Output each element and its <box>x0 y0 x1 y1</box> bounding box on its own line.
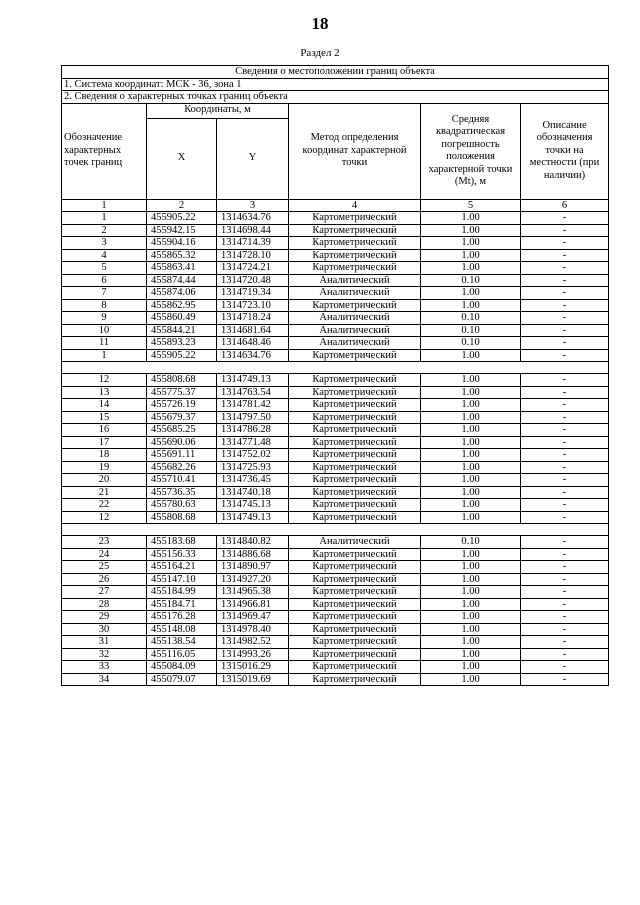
table-row <box>62 312 609 325</box>
coord-x: 455084.09 <box>147 661 217 674</box>
table-row <box>62 374 609 387</box>
header-row-1 <box>62 103 609 118</box>
description: - <box>521 374 609 387</box>
header-y: Y <box>217 118 289 199</box>
coord-y: 1314681.64 <box>217 324 289 337</box>
table-row <box>62 424 609 437</box>
coord-x: 455905.22 <box>147 349 217 362</box>
error: 1.00 <box>421 374 521 387</box>
method: Картометрический <box>289 511 421 524</box>
table-row <box>62 436 609 449</box>
coord-y: 1314745.13 <box>217 499 289 512</box>
error: 1.00 <box>421 411 521 424</box>
coord-y: 1314886.68 <box>217 548 289 561</box>
table-row <box>62 598 609 611</box>
method: Картометрический <box>289 648 421 661</box>
error: 1.00 <box>421 449 521 462</box>
coord-y: 1314740.18 <box>217 486 289 499</box>
error: 1.00 <box>421 436 521 449</box>
point-id: 25 <box>62 561 147 574</box>
coord-y: 1314966.81 <box>217 598 289 611</box>
point-id: 7 <box>62 287 147 300</box>
description: - <box>521 436 609 449</box>
method: Картометрический <box>289 374 421 387</box>
col-number: 6 <box>521 199 609 212</box>
point-id: 10 <box>62 324 147 337</box>
coord-x: 455736.35 <box>147 486 217 499</box>
point-id: 31 <box>62 636 147 649</box>
method: Аналитический <box>289 337 421 350</box>
error: 0.10 <box>421 324 521 337</box>
method: Аналитический <box>289 536 421 549</box>
error: 1.00 <box>421 573 521 586</box>
method: Картометрический <box>289 262 421 275</box>
method: Аналитический <box>289 274 421 287</box>
boundary-points-table <box>61 65 609 686</box>
error: 1.00 <box>421 548 521 561</box>
coord-x: 455691.11 <box>147 449 217 462</box>
error: 1.00 <box>421 424 521 437</box>
table-row <box>62 212 609 225</box>
coord-x: 455116.05 <box>147 648 217 661</box>
method: Картометрический <box>289 399 421 412</box>
description: - <box>521 312 609 325</box>
error: 1.00 <box>421 212 521 225</box>
description: - <box>521 598 609 611</box>
coord-x: 455710.41 <box>147 474 217 487</box>
points-heading: 2. Сведения о характерных точках границ объекта <box>62 91 609 104</box>
description: - <box>521 249 609 262</box>
description: - <box>521 548 609 561</box>
description: - <box>521 486 609 499</box>
col-number: 2 <box>147 199 217 212</box>
coord-y: 1314965.38 <box>217 586 289 599</box>
method: Картометрический <box>289 611 421 624</box>
method: Картометрический <box>289 586 421 599</box>
error: 1.00 <box>421 598 521 611</box>
coord-x: 455682.26 <box>147 461 217 474</box>
coord-x: 455726.19 <box>147 399 217 412</box>
description: - <box>521 561 609 574</box>
point-id: 26 <box>62 573 147 586</box>
coord-x: 455164.21 <box>147 561 217 574</box>
coord-y: 1314723.10 <box>217 299 289 312</box>
method: Картометрический <box>289 424 421 437</box>
blank-cell <box>62 362 609 374</box>
method: Картометрический <box>289 561 421 574</box>
point-id: 22 <box>62 499 147 512</box>
table-row <box>62 636 609 649</box>
coord-x: 455685.25 <box>147 424 217 437</box>
error: 1.00 <box>421 474 521 487</box>
point-id: 2 <box>62 224 147 237</box>
error: 1.00 <box>421 673 521 686</box>
description: - <box>521 611 609 624</box>
coord-y: 1314749.13 <box>217 374 289 387</box>
coord-y: 1314634.76 <box>217 212 289 225</box>
coord-y: 1314749.13 <box>217 511 289 524</box>
method: Картометрический <box>289 636 421 649</box>
header-description: Описание обозначения точки на местности (при наличии) <box>521 103 609 199</box>
description: - <box>521 673 609 686</box>
coord-y: 1314724.21 <box>217 262 289 275</box>
method: Аналитический <box>289 312 421 325</box>
coord-x: 455863.41 <box>147 262 217 275</box>
coord-y: 1314720.48 <box>217 274 289 287</box>
point-id: 28 <box>62 598 147 611</box>
coord-y: 1315016.29 <box>217 661 289 674</box>
table-row <box>62 561 609 574</box>
coord-y: 1314752.02 <box>217 449 289 462</box>
point-id: 30 <box>62 623 147 636</box>
coord-y: 1314927.20 <box>217 573 289 586</box>
coord-x: 455775.37 <box>147 386 217 399</box>
coord-y: 1314725.93 <box>217 461 289 474</box>
method: Картометрический <box>289 673 421 686</box>
error: 0.10 <box>421 312 521 325</box>
description: - <box>521 474 609 487</box>
col-number: 3 <box>217 199 289 212</box>
error: 1.00 <box>421 287 521 300</box>
table-row <box>62 262 609 275</box>
coord-y: 1314634.76 <box>217 349 289 362</box>
description: - <box>521 499 609 512</box>
description: - <box>521 623 609 636</box>
table-row <box>62 461 609 474</box>
coord-x: 455184.71 <box>147 598 217 611</box>
error: 1.00 <box>421 349 521 362</box>
method: Картометрический <box>289 499 421 512</box>
table-row <box>62 449 609 462</box>
point-id: 23 <box>62 536 147 549</box>
table-title: Сведения о местоположении границ объекта <box>62 66 609 79</box>
description: - <box>521 536 609 549</box>
error: 0.10 <box>421 337 521 350</box>
description: - <box>521 461 609 474</box>
description: - <box>521 386 609 399</box>
point-id: 11 <box>62 337 147 350</box>
error: 1.00 <box>421 461 521 474</box>
coord-x: 455844.21 <box>147 324 217 337</box>
coord-y: 1314763.54 <box>217 386 289 399</box>
table-row <box>62 411 609 424</box>
error: 1.00 <box>421 399 521 412</box>
coord-x: 455874.06 <box>147 287 217 300</box>
blank-cell <box>62 524 609 536</box>
coord-y: 1314969.47 <box>217 611 289 624</box>
table-title-row <box>62 66 609 79</box>
coord-y: 1314978.40 <box>217 623 289 636</box>
point-id: 14 <box>62 399 147 412</box>
coord-x: 455893.23 <box>147 337 217 350</box>
error: 1.00 <box>421 623 521 636</box>
coord-x: 455860.49 <box>147 312 217 325</box>
coord-x: 455808.68 <box>147 511 217 524</box>
table-row <box>62 386 609 399</box>
point-id: 13 <box>62 386 147 399</box>
coord-x: 455905.22 <box>147 212 217 225</box>
table-row <box>62 486 609 499</box>
error: 1.00 <box>421 299 521 312</box>
description: - <box>521 648 609 661</box>
table-row <box>62 399 609 412</box>
point-id: 4 <box>62 249 147 262</box>
description: - <box>521 299 609 312</box>
header-coords: Координаты, м <box>147 103 289 118</box>
point-id: 15 <box>62 411 147 424</box>
description: - <box>521 262 609 275</box>
table-row <box>62 548 609 561</box>
description: - <box>521 424 609 437</box>
point-id: 16 <box>62 424 147 437</box>
coord-x: 455690.06 <box>147 436 217 449</box>
section-label: Раздел 2 <box>300 47 340 59</box>
error: 1.00 <box>421 237 521 250</box>
col-number: 1 <box>62 199 147 212</box>
point-id: 32 <box>62 648 147 661</box>
coord-x: 455808.68 <box>147 374 217 387</box>
group-separator-row <box>62 524 609 536</box>
coord-y: 1314719.34 <box>217 287 289 300</box>
coord-y: 1314736.45 <box>217 474 289 487</box>
error: 1.00 <box>421 499 521 512</box>
method: Картометрический <box>289 386 421 399</box>
col-number: 5 <box>421 199 521 212</box>
coord-x: 455780.63 <box>147 499 217 512</box>
point-id: 5 <box>62 262 147 275</box>
method: Картометрический <box>289 212 421 225</box>
description: - <box>521 661 609 674</box>
coord-x: 455904.16 <box>147 237 217 250</box>
group-separator-row <box>62 362 609 374</box>
error: 1.00 <box>421 661 521 674</box>
table-row <box>62 673 609 686</box>
method: Картометрический <box>289 661 421 674</box>
coord-x: 455138.54 <box>147 636 217 649</box>
error: 1.00 <box>421 586 521 599</box>
point-id: 1 <box>62 349 147 362</box>
coord-system-row <box>62 78 609 91</box>
coord-system: 1. Система координат: МСК - 36, зона 1 <box>62 78 609 91</box>
method: Картометрический <box>289 449 421 462</box>
table-row <box>62 299 609 312</box>
description: - <box>521 449 609 462</box>
table-row <box>62 249 609 262</box>
method: Картометрический <box>289 486 421 499</box>
method: Картометрический <box>289 349 421 362</box>
coord-y: 1314781.42 <box>217 399 289 412</box>
table-row <box>62 623 609 636</box>
method: Картометрический <box>289 461 421 474</box>
coord-x: 455079.07 <box>147 673 217 686</box>
coord-y: 1314993.26 <box>217 648 289 661</box>
method: Картометрический <box>289 573 421 586</box>
table-row <box>62 661 609 674</box>
header-x: X <box>147 118 217 199</box>
error: 1.00 <box>421 636 521 649</box>
points-heading-row <box>62 91 609 104</box>
description: - <box>521 399 609 412</box>
description: - <box>521 274 609 287</box>
method: Картометрический <box>289 249 421 262</box>
point-id: 8 <box>62 299 147 312</box>
coord-x: 455942.15 <box>147 224 217 237</box>
table-row <box>62 287 609 300</box>
method: Картометрический <box>289 411 421 424</box>
coord-x: 455679.37 <box>147 411 217 424</box>
error: 1.00 <box>421 224 521 237</box>
description: - <box>521 349 609 362</box>
error: 1.00 <box>421 561 521 574</box>
description: - <box>521 511 609 524</box>
coord-x: 455147.10 <box>147 573 217 586</box>
header-method: Метод определения координат характерной точки <box>289 103 421 199</box>
table-row <box>62 237 609 250</box>
col-number: 4 <box>289 199 421 212</box>
point-id: 9 <box>62 312 147 325</box>
method: Картометрический <box>289 299 421 312</box>
coord-y: 1315019.69 <box>217 673 289 686</box>
method: Картометрический <box>289 474 421 487</box>
table-row <box>62 224 609 237</box>
header-error: Средняя квадратическая погрешность положения характерной точки (Mt), м <box>421 103 521 199</box>
point-id: 1 <box>62 212 147 225</box>
table-row <box>62 536 609 549</box>
point-id: 19 <box>62 461 147 474</box>
point-id: 17 <box>62 436 147 449</box>
error: 1.00 <box>421 648 521 661</box>
table-row <box>62 586 609 599</box>
coord-x: 455184.99 <box>147 586 217 599</box>
description: - <box>521 212 609 225</box>
method: Картометрический <box>289 623 421 636</box>
description: - <box>521 287 609 300</box>
description: - <box>521 224 609 237</box>
error: 1.00 <box>421 486 521 499</box>
point-id: 12 <box>62 374 147 387</box>
method: Картометрический <box>289 598 421 611</box>
coord-y: 1314786.28 <box>217 424 289 437</box>
method: Картометрический <box>289 224 421 237</box>
point-id: 33 <box>62 661 147 674</box>
description: - <box>521 573 609 586</box>
point-id: 21 <box>62 486 147 499</box>
table-row <box>62 324 609 337</box>
table-row <box>62 499 609 512</box>
coord-y: 1314718.24 <box>217 312 289 325</box>
description: - <box>521 636 609 649</box>
description: - <box>521 324 609 337</box>
coord-x: 455176.28 <box>147 611 217 624</box>
coord-x: 455183.68 <box>147 536 217 549</box>
point-id: 6 <box>62 274 147 287</box>
coord-y: 1314771.48 <box>217 436 289 449</box>
table-row <box>62 349 609 362</box>
error: 0.10 <box>421 536 521 549</box>
coord-y: 1314840.82 <box>217 536 289 549</box>
method: Картометрический <box>289 436 421 449</box>
method: Аналитический <box>289 324 421 337</box>
point-id: 3 <box>62 237 147 250</box>
table-row <box>62 337 609 350</box>
table-row <box>62 648 609 661</box>
header-point: Обозначение характерных точек границ <box>62 103 147 199</box>
method: Картометрический <box>289 548 421 561</box>
error: 1.00 <box>421 386 521 399</box>
table-row <box>62 274 609 287</box>
point-id: 29 <box>62 611 147 624</box>
error: 1.00 <box>421 249 521 262</box>
point-id: 27 <box>62 586 147 599</box>
coord-x: 455874.44 <box>147 274 217 287</box>
coord-y: 1314982.52 <box>217 636 289 649</box>
point-id: 18 <box>62 449 147 462</box>
table-row <box>62 573 609 586</box>
coord-x: 455862.95 <box>147 299 217 312</box>
column-numbers-row <box>62 199 609 212</box>
point-id: 12 <box>62 511 147 524</box>
description: - <box>521 337 609 350</box>
table-row <box>62 474 609 487</box>
table-row <box>62 511 609 524</box>
coord-y: 1314714.39 <box>217 237 289 250</box>
page-number: 18 <box>311 14 329 33</box>
method: Картометрический <box>289 237 421 250</box>
method: Аналитический <box>289 287 421 300</box>
description: - <box>521 586 609 599</box>
coord-x: 455148.08 <box>147 623 217 636</box>
error: 1.00 <box>421 262 521 275</box>
error: 1.00 <box>421 511 521 524</box>
coord-y: 1314698.44 <box>217 224 289 237</box>
coord-x: 455156.33 <box>147 548 217 561</box>
table-row <box>62 611 609 624</box>
point-id: 34 <box>62 673 147 686</box>
point-id: 20 <box>62 474 147 487</box>
error: 0.10 <box>421 274 521 287</box>
description: - <box>521 237 609 250</box>
description: - <box>521 411 609 424</box>
coord-y: 1314890.97 <box>217 561 289 574</box>
coord-x: 455865.32 <box>147 249 217 262</box>
coord-y: 1314648.46 <box>217 337 289 350</box>
error: 1.00 <box>421 611 521 624</box>
point-id: 24 <box>62 548 147 561</box>
coord-y: 1314728.10 <box>217 249 289 262</box>
coord-y: 1314797.50 <box>217 411 289 424</box>
